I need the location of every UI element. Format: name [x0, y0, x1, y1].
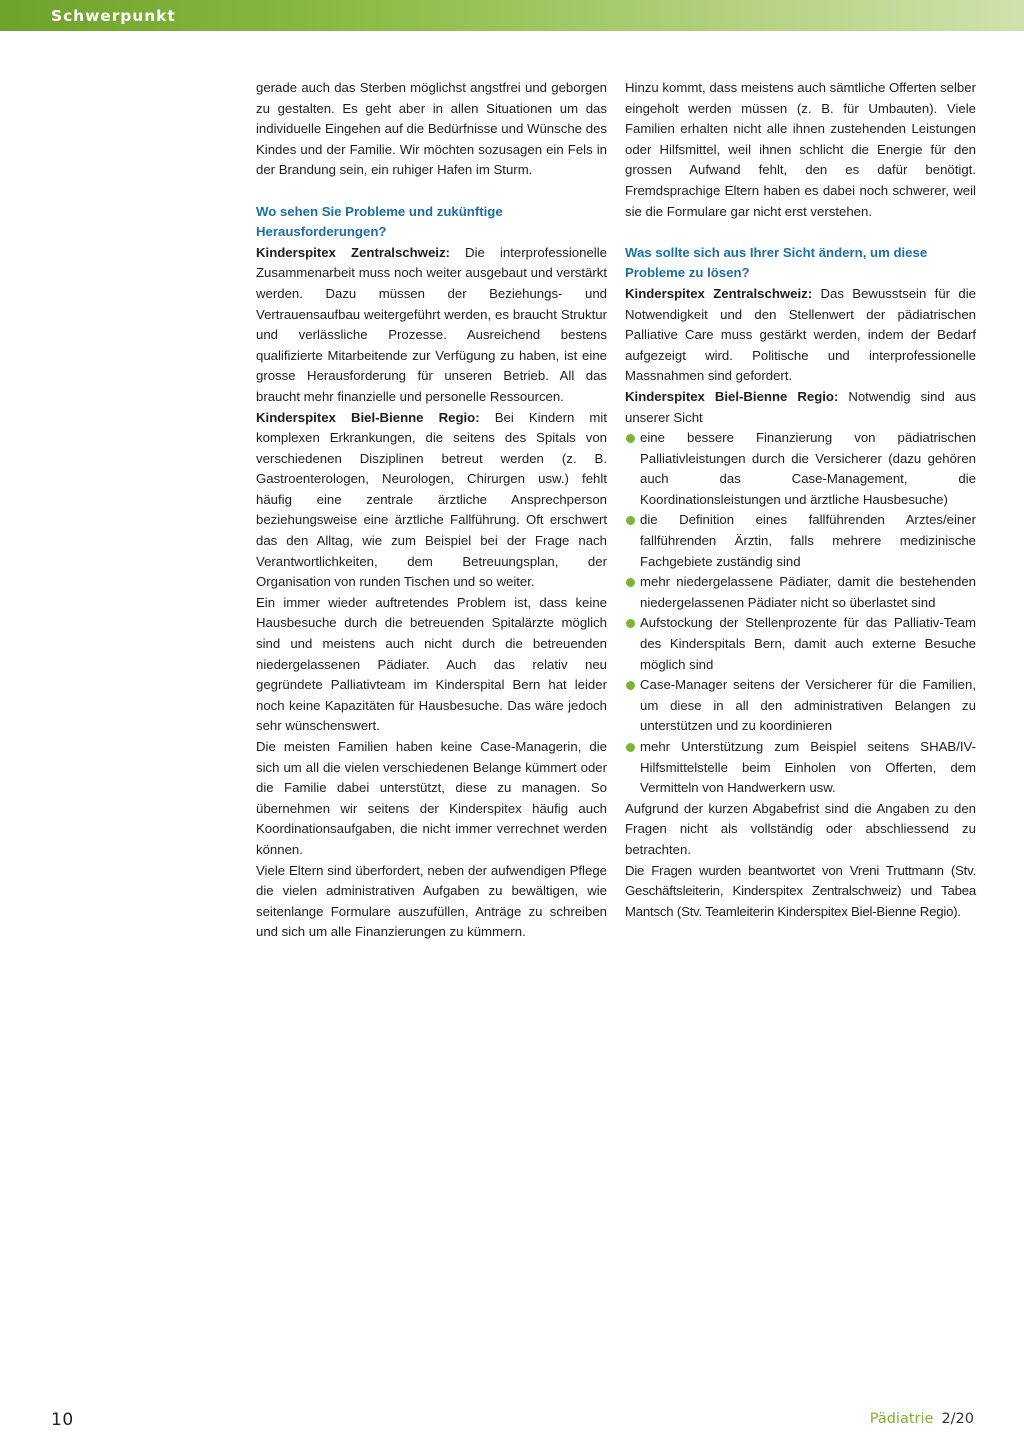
paragraph: gerade auch das Sterben möglichst angstfrei und geborgen zu gestalten. Es geht aber in allen Situationen um das individuelle Eingehen auf die Bedürfnisse und Wünsche des Kindes und der Familie. Wir möchten sozusagen ein Fels in der Brandung sein, ein ruhiger Hafen im Sturm. [256, 80, 607, 178]
answer-paragraph [256, 408, 607, 593]
paragraph: Ein immer wieder auftretendes Problem ist, dass keine Hausbesuche durch die betreuenden Spitalärzte möglich sind und meistens auch nicht durch die betreuenden niedergelassenen Pädiater. Auch das relativ neu gegründete Palliativteam im Kinderspital Bern hat leider noch keine Kapazitäten für Hausbesuche. Das wäre jedoch sehr wünschenswert. [256, 594, 607, 734]
list-item [625, 613, 976, 675]
section-label: Schwerpunkt [51, 7, 176, 25]
issue-number: 2/20 [941, 1411, 974, 1427]
right-column [625, 78, 976, 922]
paragraph: Aufgrund der kurzen Abgabefrist sind die Angaben zu den Fragen nicht als vollständig oder abschliessend zu betrachten. [625, 800, 976, 857]
speaker-name: Kinderspitex Biel-Bienne Regio: [625, 388, 839, 404]
bullet-dot-icon [626, 619, 635, 628]
journal-name: Pädiatrie [869, 1411, 934, 1427]
paragraph: Viele Eltern sind überfordert, neben der aufwendigen Pflege die vielen administrativen Aufgaben zu bewältigen, wie seitenlange Formulare auszufüllen, Anträge zu schreiben und sich um alle Finanzierungen zu kümmern. [256, 862, 607, 940]
answer-paragraph [625, 284, 976, 387]
question-heading: Was sollte sich aus Ihrer Sicht ändern, um diese Probleme zu lösen? [625, 244, 928, 281]
list-item-text: eine bessere Finanzierung von pädiatrischen Palliativleistungen durch die Versicherer (dazu gehören auch das Case-Management, die Koordinationsleistungen und ärztliche Hausbesuche) [640, 430, 976, 507]
paragraph: Die meisten Familien haben keine Case-Managerin, die sich um all die vielen verschiedenen Belange kümmert oder die Familie dabei unterstützt, diese zu managen. So übernehmen wir seitens der Kinderspitex häufig auch Koordinationsaufgaben, die nicht immer verrechnet werden können. [256, 739, 607, 857]
answer-paragraph [256, 243, 607, 408]
recommendation-list [625, 428, 976, 799]
footer-journal-info [870, 1411, 974, 1427]
answer-text: Bei Kindern mit komplexen Erkrankungen, die seitens des Spitals von verschiedenen Disziplinen betreut werden (z. B. Gastroenterologen, Neurologen, Chirurgen usw.) fehlt häufig eine zentrale ärztliche Ansprechperson beziehungsweise eine ärztliche Fallführung. Oft erschwert das den Alltag, wie zum Beispiel bei der Frage nach Verantwortlichkeiten, dem Betreuungsplan, der Organisation von runden Tischen und so weiter. [256, 409, 607, 590]
list-item [625, 737, 976, 799]
paragraph: Hinzu kommt, dass meistens auch sämtliche Offerten selber eingeholt werden müssen (z. B. für Umbauten). Viele Familien erhalten nicht alle ihnen zustehenden Leistungen oder Hilfsmittel, weil ihnen schlicht die Energie für den grossen Aufwand fehlt, den es dafür benötigt. Fremdsprachige Eltern haben es dabei noch schwerer, weil sie die Formulare gar nicht erst verstehen. [625, 80, 976, 219]
list-item [625, 675, 976, 737]
left-column [256, 78, 607, 943]
answer-text: Notwendig sind aus unserer Sicht [625, 388, 976, 425]
list-item-text: die Definition eines fallführenden Arztes/einer fallführenden Ärztin, falls mehrere medizinische Fachgebiete zuständig sind [640, 512, 976, 569]
bullet-dot-icon [626, 743, 635, 752]
bullet-dot-icon [626, 516, 635, 525]
credit-note: Die Fragen wurden beantwortet von Vreni Truttmann (Stv. Geschäftsleiterin, Kinderspitex Zentralschweiz) und Tabea Mantsch (Stv. Teamleiterin Kinderspitex Biel-Bienne Regio). [625, 862, 976, 919]
list-item [625, 510, 976, 572]
list-item-text: Case-Manager seitens der Versicherer für die Familien, um diese in all den administrativen Belangen zu unterstützen und zu koordinieren [640, 677, 976, 734]
speaker-name: Kinderspitex Zentralschweiz: [256, 244, 450, 260]
speaker-name: Kinderspitex Biel-Bienne Regio: [256, 409, 480, 425]
answer-text: Das Bewusstsein für die Notwendigkeit und den Stellenwert der pädiatrischen Palliative Care muss gestärkt werden, indem der Bedarf aufgezeigt wird. Politische und interprofessionelle Massnahmen sind gefordert. [625, 285, 976, 384]
bullet-dot-icon [626, 681, 635, 690]
question-heading: Wo sehen Sie Probleme und zukünftige Herausforderungen? [256, 203, 503, 240]
list-item-text: mehr niedergelassene Pädiater, damit die bestehenden niedergelassenen Pädiater nicht so überlastet sind [640, 574, 976, 610]
section-header-bar [0, 0, 1024, 31]
page-number: 10 [51, 1410, 74, 1430]
list-item-text: mehr Unterstützung zum Beispiel seitens SHAB/IV-Hilfsmittelstelle beim Einholen von Offerten, dem Vermitteln von Handwerkern usw. [640, 739, 976, 796]
answer-paragraph [625, 387, 976, 428]
speaker-name: Kinderspitex Zentralschweiz: [625, 285, 813, 301]
list-item [625, 572, 976, 613]
answer-text: Die interprofessionelle Zusammenarbeit muss noch weiter ausgebaut und verstärkt werden. Dazu müssen der Beziehungs- und Vertrauensaufbau weitergeführt werden, es braucht Struktur und verlässliche Prozesse. Ausreichend bestens qualifizierte Mitarbeitende zur Verfügung zu haben, ist eine grosse Herausforderung für unseren Betrieb. All das braucht mehr finanzielle und personelle Ressourcen. [256, 244, 607, 404]
list-item-text: Aufstockung der Stellenprozente für das Palliativ-Team des Kinderspitals Bern, damit auch externe Besuche möglich sind [640, 615, 976, 672]
list-item [625, 428, 976, 510]
bullet-dot-icon [626, 578, 635, 587]
bullet-dot-icon [626, 434, 635, 443]
